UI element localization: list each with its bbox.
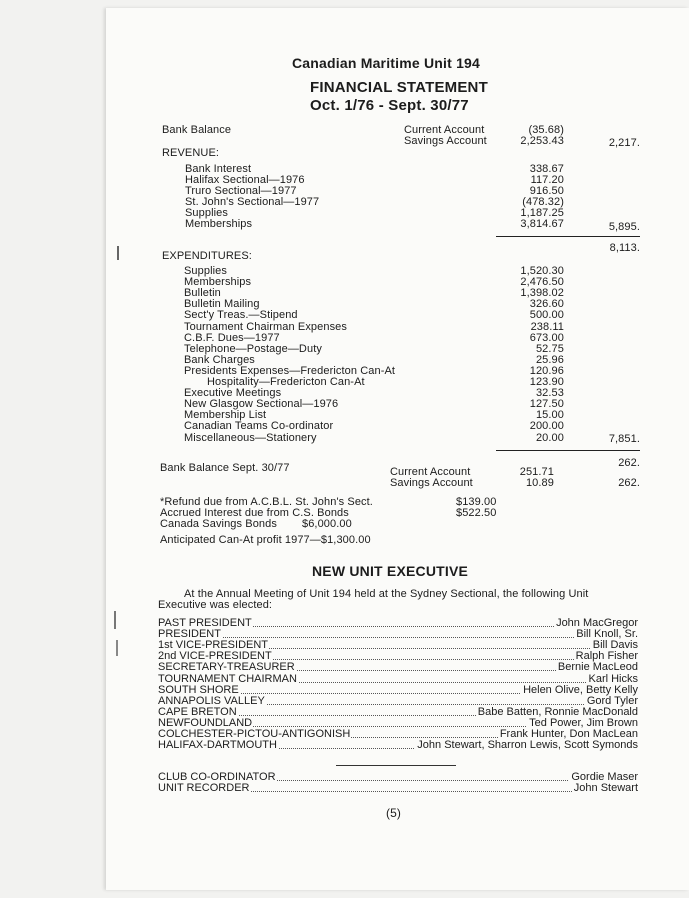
officer-row — [158, 662, 638, 673]
officer-name: John Stewart — [573, 782, 638, 794]
executive-intro-line2: Executive was elected: — [158, 599, 273, 611]
expenditures-total: 7,851. — [608, 433, 640, 445]
officer-role: SOUTH SHORE — [158, 683, 239, 696]
officer-name: Gord Tyler — [586, 694, 638, 707]
expenditure-item-label: Canadian Teams Co-ordinator — [184, 420, 334, 433]
officer-name: Bill Knoll, Sr. — [576, 628, 638, 641]
officer-role: NEWFOUNDLAND — [158, 716, 253, 729]
expenditure-item-value: 1,520.30 — [520, 265, 564, 277]
officer-role: 2nd VICE-PRESIDENT — [158, 650, 272, 663]
closing-savings-label: Savings Account — [390, 477, 473, 489]
expenditure-item-label: C.B.F. Dues—1977 — [184, 331, 280, 344]
revenue-item-label: Memberships — [185, 218, 253, 230]
officer-row — [158, 674, 638, 685]
officer-name: Bill Davis — [592, 639, 638, 652]
revenue-rule — [496, 236, 640, 237]
expenditures-rule — [496, 450, 640, 451]
expenditure-item-label: Bank Charges — [184, 353, 255, 366]
closing-current-label: Current Account — [390, 466, 471, 478]
expenditure-item-label: Miscellaneous—Stationery — [184, 431, 317, 444]
expenditure-item-value: 326.60 — [529, 298, 564, 311]
expenditure-item-label: Presidents Expenses—Fredericton Can-At — [184, 364, 396, 377]
officer-name: Bernie MacLeod — [557, 661, 638, 674]
officer-row — [158, 685, 638, 696]
expenditure-item-value: 238.11 — [530, 320, 564, 333]
statement-period: Oct. 1/76 - Sept. 30/77 — [310, 97, 469, 114]
expenditure-item-value: 20.00 — [535, 431, 564, 444]
expenditure-item-label: Supplies — [184, 265, 227, 277]
officer-name: John Stewart, Sharron Lewis, Scott Symonds — [417, 739, 638, 752]
expenditure-item-label: Bulletin Mailing — [184, 298, 260, 311]
expenditure-item-value: 500.00 — [529, 309, 564, 322]
officer-role: CAPE BRETON — [158, 705, 237, 718]
officer-row — [158, 783, 638, 794]
expenditure-item-value: 15.00 — [535, 409, 564, 422]
expenditures-heading: EXPENDITURES: — [162, 250, 252, 262]
expenditure-item-label: Sect'y Treas.—Stipend — [184, 309, 298, 322]
executive-intro-line1: At the Annual Meeting of Unit 194 held at the Sydney Sectional, the following Unit — [184, 588, 589, 600]
interest-note-value: $522.50 — [456, 507, 497, 519]
refund-note-label: *Refund due from A.C.B.L. St. John's Sect. — [160, 496, 373, 508]
expenditure-item-value: 127.50 — [529, 398, 564, 411]
officer-role: COLCHESTER-PICTOU-ANTIGONISH — [158, 728, 351, 740]
bank-balance-label: Bank Balance — [162, 124, 232, 136]
binding-mark — [117, 246, 119, 260]
bonds-note-label: Canada Savings Bonds — [160, 518, 277, 530]
binding-mark — [114, 611, 116, 629]
section-divider — [336, 765, 456, 766]
executive-heading: NEW UNIT EXECUTIVE — [312, 563, 469, 579]
closing-current-value: 251.71 — [519, 466, 554, 478]
leader-dots — [158, 637, 638, 638]
revenue-total: 5,895. — [608, 221, 640, 233]
expenditure-item-value: 52.75 — [535, 342, 564, 355]
expenditure-item-label: Telephone—Postage—Duty — [184, 342, 322, 355]
officer-name: Karl Hicks — [588, 672, 638, 685]
interest-note-label: Accrued Interest due from C.S. Bonds — [160, 507, 349, 519]
page-number: (5) — [386, 806, 401, 820]
revenue-item-value: 3,814.67 — [520, 218, 564, 230]
current-account-label: Current Account — [404, 124, 485, 136]
net-balance: 262. — [618, 457, 640, 469]
revenue-item-value: 916.50 — [529, 185, 564, 197]
officer-name: Helen Olive, Betty Kelly — [523, 683, 638, 696]
refund-note-value: $139.00 — [456, 496, 497, 508]
bonds-note-value: $6,000.00 — [302, 518, 352, 530]
officer-name: John MacGregor — [556, 617, 638, 629]
officer-row — [158, 740, 638, 751]
revenue-item-label: Bank Interest — [185, 163, 252, 175]
closing-savings-value: 10.89 — [525, 477, 554, 489]
officer-name: Babe Batten, Ronnie MacDonald — [477, 705, 638, 718]
unit-title: Canadian Maritime Unit 194 — [292, 55, 481, 71]
officer-role: ANNAPOLIS VALLEY — [158, 694, 265, 707]
binding-mark — [116, 640, 118, 656]
officer-role: 1st VICE-PRESIDENT — [158, 639, 269, 652]
revenue-item-label: Supplies — [185, 207, 228, 219]
officer-role: SECRETARY-TREASURER — [158, 661, 295, 674]
officer-role: HALIFAX-DARTMOUTH — [158, 739, 277, 752]
officer-name: Ralph Fisher — [575, 650, 638, 663]
revenue-item-label: Halifax Sectional—1976 — [185, 174, 305, 186]
expenditure-item-label: New Glasgow Sectional—1976 — [184, 398, 339, 411]
expenditure-item-label: Membership List — [184, 409, 267, 422]
statement-title: FINANCIAL STATEMENT — [310, 79, 488, 96]
revenue-item-value: 1,187.25 — [520, 207, 564, 219]
officer-role: PRESIDENT — [158, 628, 221, 641]
expenditure-item-label: Memberships — [184, 276, 252, 289]
closing-balance-total: 262. — [618, 477, 640, 489]
profit-note: Anticipated Can-At profit 1977—$1,300.00 — [160, 534, 371, 546]
officer-role: TOURNAMENT CHAIRMAN — [158, 672, 297, 685]
expenditure-item-value: 25.96 — [535, 353, 564, 366]
revenue-item-value: (478.32) — [522, 196, 564, 208]
expenditure-item-label: Tournament Chairman Expenses — [184, 320, 347, 333]
expenditure-item-value: 32.53 — [535, 387, 564, 400]
expenditure-item-label: Bulletin — [184, 287, 221, 300]
revenue-heading: REVENUE: — [162, 147, 220, 159]
savings-account-label: Savings Account — [404, 135, 487, 147]
running-total: 8,113. — [609, 242, 640, 254]
officer-name: Frank Hunter, Don MacLean — [499, 728, 638, 740]
expenditure-item-value: 673.00 — [529, 331, 564, 344]
opening-balance-total: 2,217. — [608, 137, 640, 149]
expenditure-item-value: 2,476.50 — [520, 276, 564, 289]
officer-name: Gordie Maser — [571, 771, 638, 783]
officer-row — [158, 618, 638, 629]
officer-role: UNIT RECORDER — [158, 782, 250, 794]
officer-role: PAST PRESIDENT — [158, 617, 252, 629]
revenue-item-label: Truro Sectional—1977 — [185, 185, 297, 197]
closing-balance-label: Bank Balance Sept. 30/77 — [160, 462, 290, 474]
revenue-item-value: 338.67 — [529, 163, 564, 175]
revenue-item-value: 117.20 — [530, 174, 564, 186]
expenditure-item-label: Executive Meetings — [184, 387, 282, 400]
expenditure-item-value: 1,398.02 — [520, 287, 564, 300]
expenditure-item-value: 120.96 — [529, 364, 564, 377]
revenue-item-label: St. John's Sectional—1977 — [185, 196, 320, 208]
savings-account-value: 2,253.43 — [520, 135, 564, 147]
expenditure-item-label: Hospitality—Fredericton Can-At — [207, 376, 365, 388]
expenditure-item-value: 123.90 — [529, 376, 564, 388]
expenditure-item-value: 200.00 — [529, 420, 564, 433]
officer-role: CLUB CO-ORDINATOR — [158, 771, 276, 783]
officer-name: Ted Power, Jim Brown — [529, 716, 638, 729]
current-account-value: (35.68) — [528, 124, 564, 136]
